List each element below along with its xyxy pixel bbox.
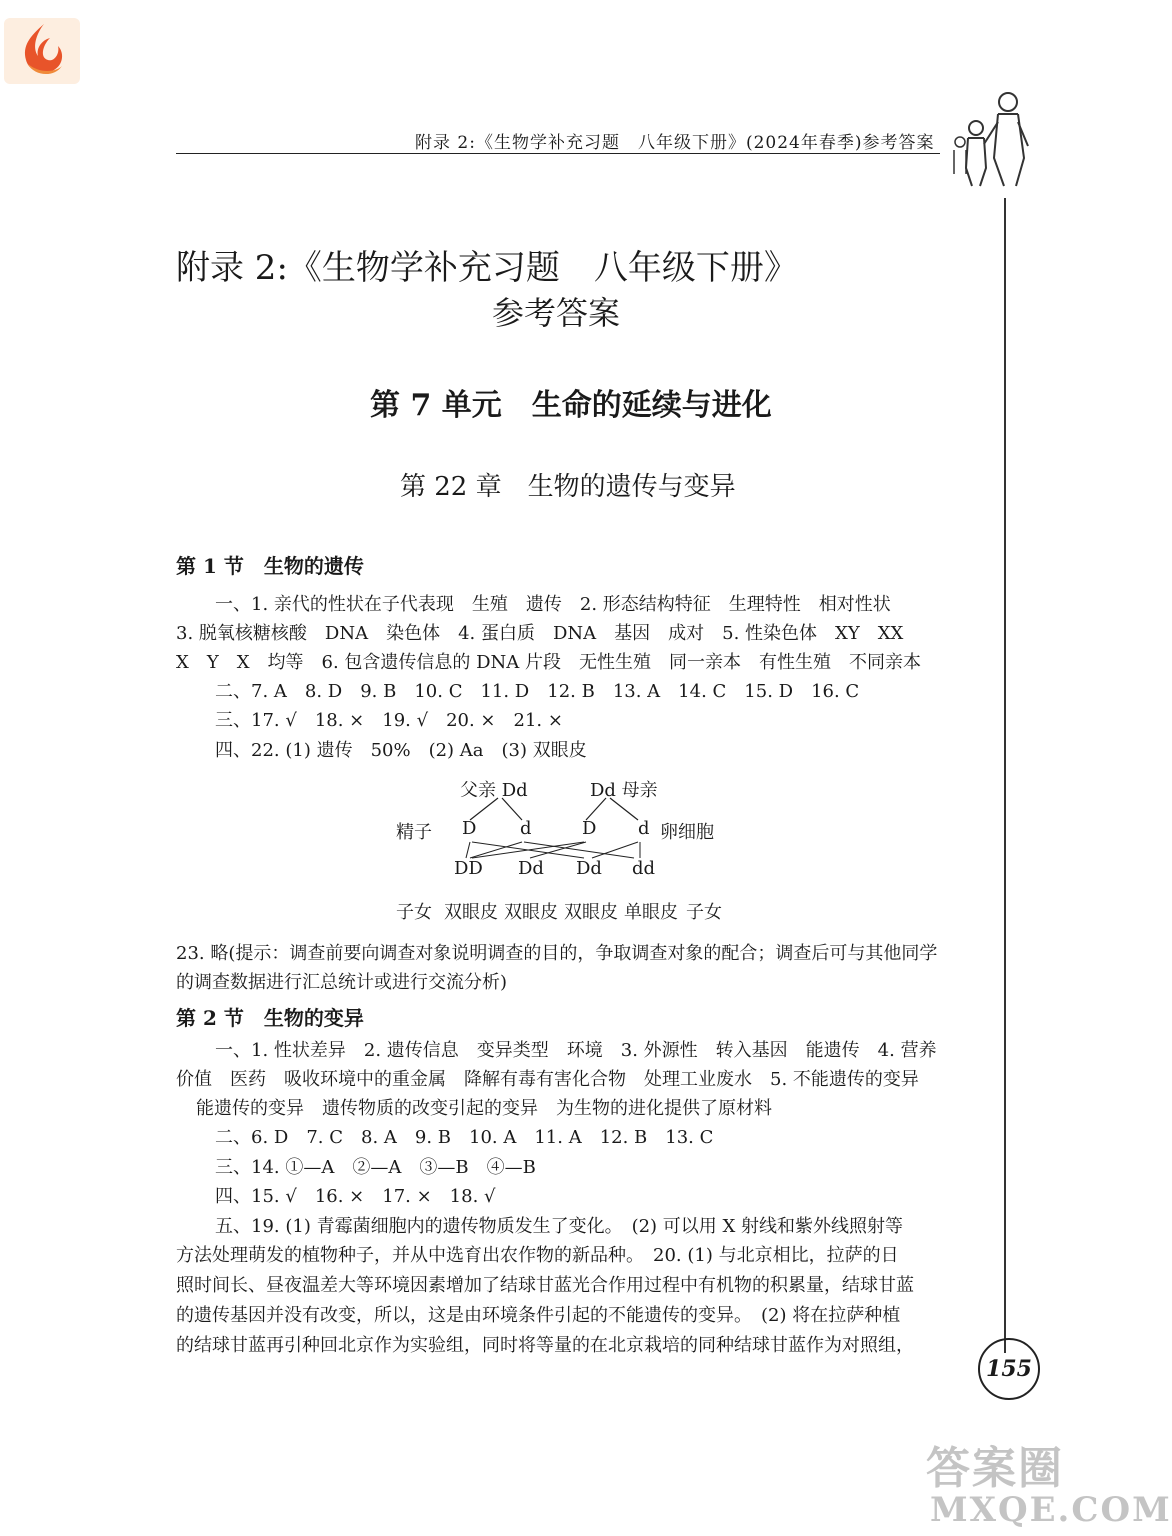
gamete: d [638,818,650,839]
father-genotype: 父亲 Dd [460,780,528,801]
appendix-title: 附录 2:《生物学补充习题 八年级下册》 [176,248,798,288]
answer-line: 能遗传的变异 遗传物质的改变引起的变异 为生物的进化提供了原材料 [196,1098,772,1119]
running-header: 附录 2:《生物学补充习题 八年级下册》(2024年春季)参考答案 [415,133,935,153]
gamete: D [462,818,477,839]
watermark-url: MXQE.COM [930,1490,1172,1530]
appendix-subtitle: 参考答案 [492,294,621,332]
offspring-genotype: DD [454,858,483,879]
answer-line: 三、14. ①—A ②—A ③—B ④—B [215,1157,536,1178]
phenotype-label: 双眼皮 [564,902,618,923]
publisher-logo [4,18,80,84]
answer-line: 二、6. D 7. C 8. A 9. B 10. A 11. A 12. B 13. C [215,1127,714,1148]
watermark-text: 答案圈 [926,1443,1064,1494]
gamete: D [582,818,597,839]
answer-line: 的调查数据进行汇总统计或进行交流分析) [176,972,508,993]
egg-label: 卵细胞 [660,822,714,843]
section1-heading: 第 1 节 生物的遗传 [176,554,364,578]
offspring-genotype: Dd [576,858,602,879]
offspring-genotype: dd [632,858,656,879]
answer-line: 的结球甘蓝再引种回北京作为实验组，同时将等量的在北京栽培的同种结球甘蓝作为对照组， [176,1335,914,1356]
answer-line: 方法处理萌发的植物种子，并从中选育出农作物的新品种。 20. (1) 与北京相比，拉萨的日 [176,1245,899,1266]
answer-line: X Y X 均等 6. 包含遗传信息的 DNA 片段 无性生殖 同一亲本 有性生殖 不同亲本 [176,652,922,673]
header-rule [176,153,940,154]
page-number: 155 [978,1338,1040,1400]
chapter-title: 第 22 章 生物的遗传与变异 [400,472,736,502]
answer-line: 五、19. (1) 青霉菌细胞内的遗传物质发生了变化。 (2) 可以用 X 射线和紫外线照射等 [215,1216,904,1237]
people-illustration [948,88,1044,188]
sperm-label: 精子 [396,822,432,843]
unit-title: 第 7 单元 生命的延续与进化 [370,388,772,423]
answer-line: 四、15. √ 16. × 17. × 18. √ [215,1186,496,1207]
phenotype-label: 双眼皮 [444,902,498,923]
flame-icon [4,18,80,84]
genetic-cross-diagram [388,770,728,930]
answer-line: 三、17. √ 18. × 19. √ 20. × 21. × [215,710,563,731]
section2-heading: 第 2 节 生物的变异 [176,1006,364,1030]
answer-line: 一、1. 性状差异 2. 遗传信息 变异类型 环境 3. 外源性 转入基因 能遗传 4. 营养 [215,1040,937,1061]
answer-line: 一、1. 亲代的性状在子代表现 生殖 遗传 2. 形态结构特征 生理特性 相对性状 [215,594,891,615]
answer-line: 3. 脱氧核糖核酸 DNA 染色体 4. 蛋白质 DNA 基因 成对 5. 性染色体 XY XX [176,623,904,644]
answer-line: 23. 略(提示：调查前要向调查对象说明调查的目的，争取调查对象的配合；调查后可与其他同学 [176,943,938,964]
answer-line: 照时间长、昼夜温差大等环境因素增加了结球甘蓝光合作用过程中有机物的积累量，结球甘蓝 [176,1275,914,1296]
mother-genotype: Dd 母亲 [590,780,658,801]
side-rule [1004,198,1006,1353]
answer-line: 四、22. (1) 遗传 50% (2) Aa (3) 双眼皮 [215,740,587,761]
offspring-genotype: Dd [518,858,544,879]
answer-line: 的遗传基因并没有改变，所以，这是由环境条件引起的不能遗传的变异。 (2) 将在拉萨种植 [176,1305,901,1326]
answer-line: 二、7. A 8. D 9. B 10. C 11. D 12. B 13. A 14. C 15. D 16. C [215,681,860,702]
phenotype-label: 单眼皮 [624,902,678,923]
gamete: d [520,818,532,839]
phenotype-label: 子女 [396,902,432,923]
phenotype-label: 双眼皮 [504,902,558,923]
answer-line: 价值 医药 吸收环境中的重金属 降解有毒有害化合物 处理工业废水 5. 不能遗传的变异 [176,1069,919,1090]
phenotype-label: 子女 [686,902,722,923]
